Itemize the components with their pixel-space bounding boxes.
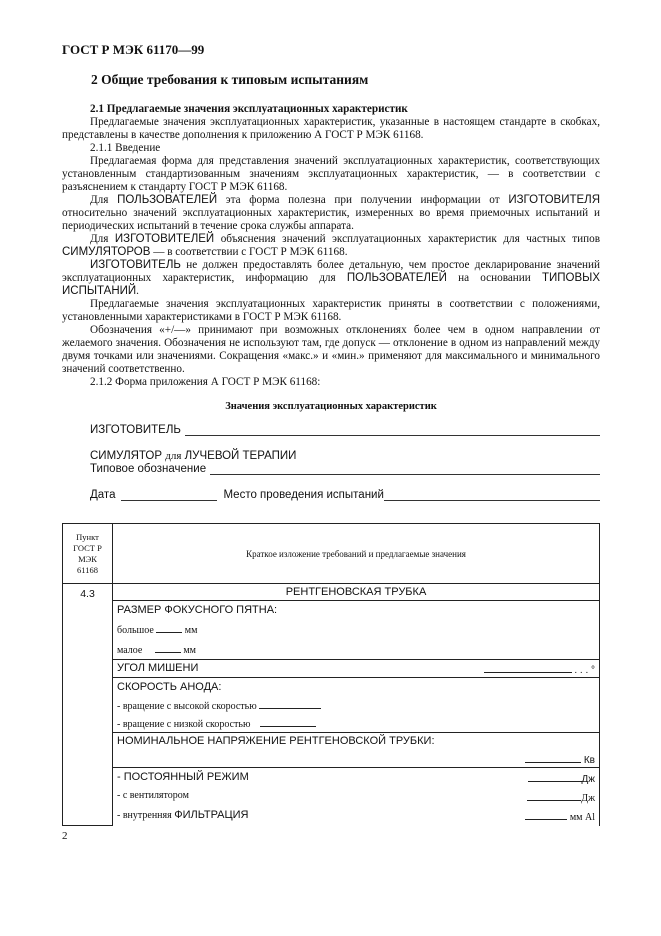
table-row	[63, 806, 600, 826]
large-spot-field[interactable]	[156, 622, 182, 633]
target-angle-row: УГОЛ МИШЕНИ . . . °	[113, 660, 600, 678]
anode-speed-heading: СКОРОСТЬ АНОДА:	[113, 678, 600, 696]
type-field[interactable]	[210, 463, 600, 475]
form-title: Значения эксплуатационных характеристик	[225, 401, 437, 412]
with-fan-row: - с вентилятором Дж	[113, 788, 600, 806]
target-angle-field[interactable]	[484, 662, 572, 673]
paragraph: ИЗГОТОВИТЕЛЬ не должен предоставлять более детальную, чем простое декларирование значений эксплуатационных характеристик, информацию для ПОЛЬЗОВАТЕЛЕЙ на основании ТИПОВЫХ ИСПЫТАНИЙ.	[62, 259, 601, 297]
clause-heading: 2.1.2 Форма приложения А ГОСТ Р МЭК 61168:	[90, 376, 321, 388]
body-text	[62, 103, 600, 389]
standard-designation: ГОСТ Р МЭК 61170—99	[62, 42, 205, 57]
date-field[interactable]	[121, 489, 217, 501]
paragraph: Предлагаемые значения эксплуатационных характеристик приняты в соответствии с положениями, установленными характеристиками в ГОСТ Р МЭК 61168.	[62, 298, 600, 323]
type-row	[90, 463, 600, 475]
with-fan-field[interactable]	[527, 790, 581, 801]
table-row	[63, 788, 600, 806]
page-number: 2	[62, 830, 68, 842]
table-row	[63, 660, 600, 678]
simulator-label: СИМУЛЯТОР	[90, 450, 163, 462]
table-row	[63, 678, 600, 696]
high-speed-row: - вращение с высокой скоростью	[113, 696, 600, 715]
small-spot-field[interactable]	[155, 642, 181, 653]
simulator-row	[90, 450, 600, 462]
table-row	[63, 733, 600, 768]
place-label: Место проведения испытаний	[223, 489, 384, 501]
date-place-row	[90, 489, 600, 501]
table-row	[63, 768, 600, 788]
table-row	[63, 640, 600, 660]
manufacturer-field[interactable]	[185, 424, 600, 436]
small-focal-spot: малое мм	[113, 640, 600, 660]
paragraph: Предлагаемые значения эксплуатационных характеристик, указанные в настоящем стандарте в скобках, представлены в качестве дополнения к приложению А ГОСТ Р МЭК 61168.	[62, 116, 600, 141]
low-speed-field[interactable]	[260, 716, 316, 727]
table-row	[63, 601, 600, 619]
filtration-field[interactable]	[525, 809, 567, 820]
constant-mode-row: - ПОСТОЯННЫЙ РЕЖИМ Дж	[113, 768, 600, 788]
tube-heading: РЕНТГЕНОВСКАЯ ТРУБКА	[113, 584, 600, 601]
paragraph: Для ПОЛЬЗОВАТЕЛЕЙ эта форма полезна при получении информации от ИЗГОТОВИТЕЛЯ относительно значений эксплуатационных характеристик, измеренных во время приемочных испытаний и периодических испытаний в течение срока службы аппарата.	[62, 194, 601, 232]
filtration-row: - внутренняя ФИЛЬТРАЦИЯ мм Al	[113, 806, 600, 826]
table-header-row	[63, 524, 600, 584]
constant-mode-field[interactable]	[528, 771, 582, 782]
low-speed-row: - вращение с низкой скоростью	[113, 715, 600, 733]
manufacturer-row	[90, 424, 600, 436]
table-row	[63, 715, 600, 733]
paragraph: Предлагаемая форма для представления значений эксплуатационных характеристик, соответствующих установленным стандартизованным значениям эксплуатационных характеристик, — в соответствии с разъяснением к стандарту ГОСТ Р МЭК 61168.	[62, 155, 600, 193]
simulator-therapy: ЛУЧЕВОЙ ТЕРАПИИ	[184, 450, 297, 462]
table-row	[63, 584, 600, 601]
high-speed-field[interactable]	[259, 698, 321, 709]
characteristics-table	[62, 523, 600, 826]
table-row	[63, 619, 600, 640]
focal-spot-heading: РАЗМЕР ФОКУСНОГО ПЯТНА:	[113, 601, 600, 619]
paragraph: Для ИЗГОТОВИТЕЛЕЙ объяснения значений эксплуатационных характеристик для частных типов СИМУЛЯТОРОВ — в соответствии с ГОСТ Р МЭК 61168.	[62, 233, 601, 258]
section-title: 2 Общие требования к типовым испытаниям	[91, 72, 369, 87]
type-label: Типовое обозначение	[90, 463, 207, 475]
clause-heading: 2.1.1 Введение	[90, 142, 161, 154]
clause-header: Пункт ГОСТ Р МЭК 61168	[63, 524, 113, 584]
paragraph: Обозначения «+/—» принимают при возможных отклонениях более чем в одном направлении от желаемого значения. Обозначения не используют там, где допуск — отклонение в одном из направлений между двумя точками или значениями. Сокращения «макс.» и «мин.» применяют для максимального и минимального значений соответственно.	[62, 324, 600, 375]
place-field[interactable]	[384, 489, 600, 501]
table-row	[63, 696, 600, 715]
subsection-heading: 2.1 Предлагаемые значения эксплуатационных характеристик	[90, 103, 408, 115]
date-label: Дата	[90, 489, 116, 501]
manufacturer-label: ИЗГОТОВИТЕЛЬ	[90, 424, 181, 436]
requirements-header: Краткое изложение требований и предлагаемые значения	[113, 524, 600, 584]
large-focal-spot: большое мм	[113, 619, 600, 640]
nominal-voltage-row: НОМИНАЛЬНОЕ НАПРЯЖЕНИЕ РЕНТГЕНОВСКОЙ ТРУБКИ: Кв	[113, 733, 600, 768]
simulator-for: для	[165, 450, 182, 462]
voltage-field[interactable]	[525, 752, 581, 763]
clause-number: 4.3	[63, 584, 113, 826]
